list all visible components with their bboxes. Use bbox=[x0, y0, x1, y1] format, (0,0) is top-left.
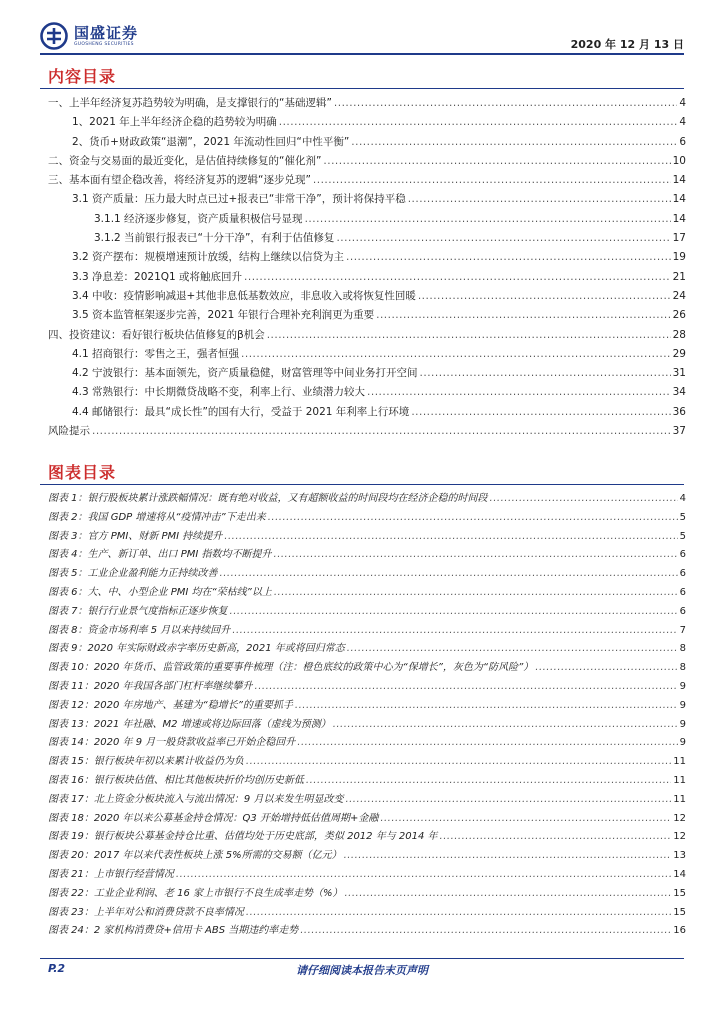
leader-dots bbox=[323, 152, 670, 171]
leader-dots bbox=[490, 490, 678, 509]
toc-entry[interactable] bbox=[48, 306, 686, 325]
toc-entry-page: 6 bbox=[679, 135, 686, 148]
toc-title: 内容目录 bbox=[48, 67, 117, 86]
leader-dots bbox=[232, 622, 677, 641]
toc-entry-page: 31 bbox=[672, 367, 686, 380]
figure-entry-page: 12 bbox=[673, 831, 686, 843]
figure-entry-title: 图表 9：2020 年实际财政赤字率历史新高，2021 年或将回归常态 bbox=[48, 643, 345, 655]
figure-entry-title: 图表 12：2020 年房地产、基建为“稳增长”的重要抓手 bbox=[48, 699, 293, 711]
figure-entry-title: 图表 10：2020 年货币、监管政策的重要事件梳理（注：橙色底纹的政策中心为“保增长”，灰色为“防风险”） bbox=[48, 662, 534, 674]
leader-dots bbox=[176, 866, 671, 885]
leader-dots bbox=[305, 210, 671, 229]
figure-entry-page: 8 bbox=[679, 662, 686, 674]
figure-entry-page: 9 bbox=[679, 680, 686, 692]
report-date: 2020 年 12 月 13 日 bbox=[570, 38, 684, 51]
figure-entry-title: 图表 4：生产、新订单、出口 PMI 指数均不断提升 bbox=[48, 549, 272, 561]
figure-entry-page: 5 bbox=[679, 511, 686, 523]
header-divider bbox=[40, 53, 684, 55]
toc-entry-title: 四、投资建议：看好银行板块估值修复的β机会 bbox=[48, 328, 265, 341]
leader-dots bbox=[313, 171, 671, 190]
leader-dots bbox=[351, 133, 677, 152]
figure-entry-title: 图表 22：工业企业利润、老 16 家上市银行不良生成率走势（%） bbox=[48, 887, 343, 899]
toc-entry-title: 3.1.1 经济逐步修复，资产质量积极信号显现 bbox=[94, 212, 303, 225]
toc-title-divider bbox=[40, 88, 684, 89]
figure-entry-title: 图表 16：银行板块估值、相比其他板块折价均创历史新低 bbox=[48, 774, 304, 786]
toc-entry-title: 3.4 中收：疫情影响减退+其他非息低基数效应，非息收入或将恢复性回暖 bbox=[72, 289, 416, 302]
figure-entry-title: 图表 5：工业企业盈利能力正持续改善 bbox=[48, 568, 218, 580]
toc-entry-title: 3.1.2 当前银行报表已“十分干净”，有利于估值修复 bbox=[94, 232, 335, 245]
leader-dots bbox=[274, 546, 678, 565]
figure-entry-title: 图表 21：上市银行经营情况 bbox=[48, 868, 174, 880]
figure-entry[interactable] bbox=[48, 866, 686, 885]
figure-entry-title: 图表 23：上半年对公和消费贷款不良率情况 bbox=[48, 906, 244, 918]
toc-entry[interactable] bbox=[48, 422, 686, 441]
figure-entry-page: 15 bbox=[673, 906, 686, 918]
toc-entry-page: 34 bbox=[672, 386, 686, 399]
leader-dots bbox=[408, 190, 671, 209]
figure-entry-page: 5 bbox=[679, 530, 686, 542]
company-logo bbox=[40, 22, 138, 50]
logo-english-name: GUOSHENG SECURITIES bbox=[74, 41, 134, 47]
toc-entry-page: 4 bbox=[679, 97, 686, 109]
figure-entry-title: 图表 8：资金市场利率 5 月以来持续回升 bbox=[48, 624, 231, 636]
figure-entry[interactable] bbox=[48, 810, 686, 829]
leader-dots bbox=[346, 248, 671, 267]
figure-entry[interactable] bbox=[48, 622, 686, 641]
figure-entry-page: 15 bbox=[673, 887, 686, 899]
figure-entry[interactable] bbox=[48, 528, 686, 547]
toc-entry[interactable] bbox=[48, 152, 686, 171]
leader-dots bbox=[300, 922, 671, 941]
leader-dots bbox=[241, 345, 671, 364]
leader-dots bbox=[333, 716, 678, 735]
figure-entry[interactable] bbox=[48, 922, 686, 941]
leader-dots bbox=[376, 306, 671, 325]
toc-entry[interactable] bbox=[48, 268, 686, 287]
figure-entry-page: 11 bbox=[673, 793, 686, 805]
leader-dots bbox=[246, 904, 671, 923]
toc-entry[interactable] bbox=[48, 229, 686, 248]
toc-entry[interactable] bbox=[48, 364, 686, 383]
page-header bbox=[0, 0, 724, 58]
toc-entry-page: 24 bbox=[672, 289, 686, 302]
toc-entry[interactable] bbox=[48, 190, 686, 209]
leader-dots bbox=[306, 772, 671, 791]
figures-list bbox=[48, 490, 686, 941]
figure-entry[interactable] bbox=[48, 716, 686, 735]
figure-entry[interactable] bbox=[48, 791, 686, 810]
toc-entry-page: 14 bbox=[672, 174, 686, 187]
toc-entry-title: 一、上半年经济复苏趋势较为明确，是支撑银行的“基础逻辑” bbox=[48, 97, 332, 109]
figure-entry-title: 图表 14：2020 年 9 月一般贷款收益率已开始企稳回升 bbox=[48, 737, 296, 749]
leader-dots bbox=[344, 847, 672, 866]
toc-entry-title: 4.4 邮储银行：最具“成长性”的国有大行，受益于 2021 年利率上行环境 bbox=[72, 405, 410, 418]
toc-entry-page: 4 bbox=[679, 116, 686, 129]
toc-entry-page: 37 bbox=[672, 425, 686, 438]
figure-entry-page: 9 bbox=[679, 718, 686, 730]
toc-entry-page: 14 bbox=[672, 212, 686, 225]
figure-entry-page: 7 bbox=[679, 624, 686, 636]
toc-entry-page: 14 bbox=[672, 193, 686, 206]
figure-entry[interactable] bbox=[48, 697, 686, 716]
figure-entry-title: 图表 19：银行板块公募基金持仓比重、估值均处于历史底部，类似 2012 年与 2014 年 bbox=[48, 831, 438, 843]
figure-entry-page: 6 bbox=[679, 549, 686, 561]
toc-entry[interactable] bbox=[48, 326, 686, 345]
toc-entry[interactable] bbox=[48, 287, 686, 306]
figure-entry-title: 图表 2：我国 GDP 增速将从“疫情冲击”下走出来 bbox=[48, 511, 266, 523]
leader-dots bbox=[274, 584, 678, 603]
figure-entry[interactable] bbox=[48, 904, 686, 923]
figure-entry[interactable] bbox=[48, 640, 686, 659]
figure-entry[interactable] bbox=[48, 847, 686, 866]
leader-dots bbox=[420, 364, 671, 383]
figure-entry-page: 6 bbox=[679, 586, 686, 598]
figure-entry-title: 图表 18：2020 年以来公募基金持仓情况：Q3 开始增持低估值周期+金融 bbox=[48, 812, 379, 824]
toc-entry[interactable] bbox=[48, 403, 686, 422]
figure-entry-title: 图表 20：2017 年以来代表性板块上涨 5%所需的交易额（亿元） bbox=[48, 850, 342, 862]
leader-dots bbox=[418, 287, 671, 306]
figure-entry-title: 图表 24：2 家机构消费贷+信用卡 ABS 当期违约率走势 bbox=[48, 925, 299, 937]
leader-dots bbox=[440, 828, 672, 847]
leader-dots bbox=[279, 113, 678, 132]
toc-entry[interactable] bbox=[48, 113, 686, 132]
toc-entry-page: 10 bbox=[672, 154, 686, 167]
figure-entry-page: 16 bbox=[673, 925, 686, 937]
toc-entry-title: 风险提示 bbox=[48, 425, 90, 438]
figure-entry-page: 11 bbox=[673, 756, 686, 768]
toc-entry[interactable] bbox=[48, 94, 686, 113]
figure-entry[interactable] bbox=[48, 659, 686, 678]
figure-entry[interactable] bbox=[48, 584, 686, 603]
toc-entry[interactable] bbox=[48, 210, 686, 229]
footer-divider bbox=[40, 958, 684, 959]
toc-entry-page: 28 bbox=[672, 328, 686, 341]
toc-entry-page: 26 bbox=[672, 309, 686, 322]
leader-dots bbox=[92, 422, 671, 441]
leader-dots bbox=[295, 697, 678, 716]
leader-dots bbox=[380, 810, 671, 829]
toc-entry-title: 三、基本面有望企稳改善，将经济复苏的逻辑“逐步兑现” bbox=[48, 174, 311, 187]
figure-entry-title: 图表 15：银行板块年初以来累计收益仍为负 bbox=[48, 756, 244, 768]
leader-dots bbox=[535, 659, 677, 678]
figure-entry[interactable] bbox=[48, 734, 686, 753]
page-number: P.2 bbox=[48, 962, 66, 975]
leader-dots bbox=[224, 528, 677, 547]
leader-dots bbox=[268, 509, 678, 528]
figure-entry-title: 图表 6：大、中、小型企业 PMI 均在“荣枯线”以上 bbox=[48, 586, 272, 598]
figure-entry[interactable] bbox=[48, 772, 686, 791]
leader-dots bbox=[244, 268, 671, 287]
figure-entry[interactable] bbox=[48, 565, 686, 584]
figure-entry-title: 图表 3：官方 PMI、财新 PMI 持续提升 bbox=[48, 530, 223, 542]
figure-entry-page: 9 bbox=[679, 737, 686, 749]
figure-entry-title: 图表 1：银行股板块累计涨跌幅情况：既有绝对收益，又有超额收益的时间段均在经济企稳的时间段 bbox=[48, 493, 488, 504]
figure-entry-page: 11 bbox=[673, 774, 686, 786]
leader-dots bbox=[230, 603, 678, 622]
figure-entry-title: 图表 13：2021 年社融、M2 增速或将边际回落（虚线为预测） bbox=[48, 718, 331, 730]
figure-entry-page: 13 bbox=[673, 850, 686, 862]
figure-entry[interactable] bbox=[48, 603, 686, 622]
toc-entry-title: 3.1 资产质量：压力最大时点已过+报表已“非常干净”，预计将保持平稳 bbox=[72, 193, 406, 206]
toc-entry-title: 3.3 净息差：2021Q1 或将触底回升 bbox=[72, 270, 243, 283]
figure-entry[interactable] bbox=[48, 546, 686, 565]
toc-entry[interactable] bbox=[48, 248, 686, 267]
toc-entry-title: 1、2021 年上半年经济企稳的趋势较为明确 bbox=[72, 116, 277, 129]
figures-title-divider bbox=[40, 484, 684, 485]
leader-dots bbox=[267, 326, 671, 345]
toc-entry-page: 21 bbox=[672, 270, 686, 283]
figure-entry[interactable] bbox=[48, 885, 686, 904]
toc-entry-title: 2、货币+财政政策“退潮”，2021 年流动性回归“中性平衡” bbox=[72, 135, 350, 148]
figure-entry-page: 9 bbox=[679, 699, 686, 711]
logo-chinese-name: 国盛证券 bbox=[74, 23, 139, 42]
toc-entry[interactable] bbox=[48, 171, 686, 190]
figure-entry[interactable] bbox=[48, 509, 686, 528]
figure-entry[interactable] bbox=[48, 753, 686, 772]
toc-entry-title: 4.3 常熟银行：中长期微贷战略不变，利率上行、业绩潜力较大 bbox=[72, 386, 366, 399]
toc-entry-title: 4.2 宁波银行：基本面领先，资产质量稳健，财富管理等中间业务打开空间 bbox=[72, 367, 418, 380]
toc-entry-page: 19 bbox=[672, 251, 686, 264]
figures-title: 图表目录 bbox=[48, 463, 117, 482]
leader-dots bbox=[345, 885, 672, 904]
toc-entry[interactable] bbox=[48, 345, 686, 364]
toc-entry-title: 3.2 资产摆布：规模增速预计放缓，结构上继续以信贷为主 bbox=[72, 251, 345, 264]
figure-entry-page: 6 bbox=[679, 605, 686, 617]
toc-entry-page: 29 bbox=[672, 347, 686, 360]
leader-dots bbox=[345, 791, 671, 810]
leader-dots bbox=[334, 94, 677, 113]
leader-dots bbox=[347, 640, 678, 659]
toc-entry[interactable] bbox=[48, 383, 686, 402]
figure-entry-page: 12 bbox=[673, 812, 686, 824]
toc-entry-page: 17 bbox=[672, 232, 686, 245]
toc-entry[interactable] bbox=[48, 133, 686, 152]
leader-dots bbox=[297, 734, 677, 753]
figure-entry-page: 4 bbox=[679, 493, 686, 504]
leader-dots bbox=[367, 383, 671, 402]
leader-dots bbox=[255, 678, 678, 697]
figure-entry[interactable] bbox=[48, 678, 686, 697]
figure-entry-title: 图表 11：2020 年我国各部门杠杆率继续攀升 bbox=[48, 680, 253, 692]
figure-entry-title: 图表 17：北上资金分板块流入与流出情况：9 月以来发生明显改变 bbox=[48, 793, 344, 805]
figure-entry-page: 8 bbox=[679, 643, 686, 655]
figure-entry-page: 6 bbox=[679, 568, 686, 580]
leader-dots bbox=[220, 565, 678, 584]
disclaimer-text: 请仔细阅读本报告末页声明 bbox=[296, 964, 428, 977]
toc-entry-title: 二、资金与交易面的最近变化，是估值持续修复的“催化剂” bbox=[48, 154, 322, 167]
leader-dots bbox=[411, 403, 670, 422]
table-of-contents bbox=[48, 94, 686, 441]
guosheng-logo-icon bbox=[40, 22, 68, 50]
figure-entry[interactable] bbox=[48, 828, 686, 847]
figure-entry-title: 图表 7：银行行业景气度指标正逐步恢复 bbox=[48, 605, 228, 617]
figure-entry-page: 14 bbox=[673, 868, 686, 880]
figure-entry[interactable] bbox=[48, 490, 686, 509]
toc-entry-page: 36 bbox=[672, 405, 686, 418]
toc-entry-title: 3.5 资本监管框架逐步完善，2021 年银行合理补充利润更为重要 bbox=[72, 309, 375, 322]
leader-dots bbox=[246, 753, 671, 772]
toc-entry-title: 4.1 招商银行：零售之王，强者恒强 bbox=[72, 347, 240, 360]
leader-dots bbox=[336, 229, 670, 248]
